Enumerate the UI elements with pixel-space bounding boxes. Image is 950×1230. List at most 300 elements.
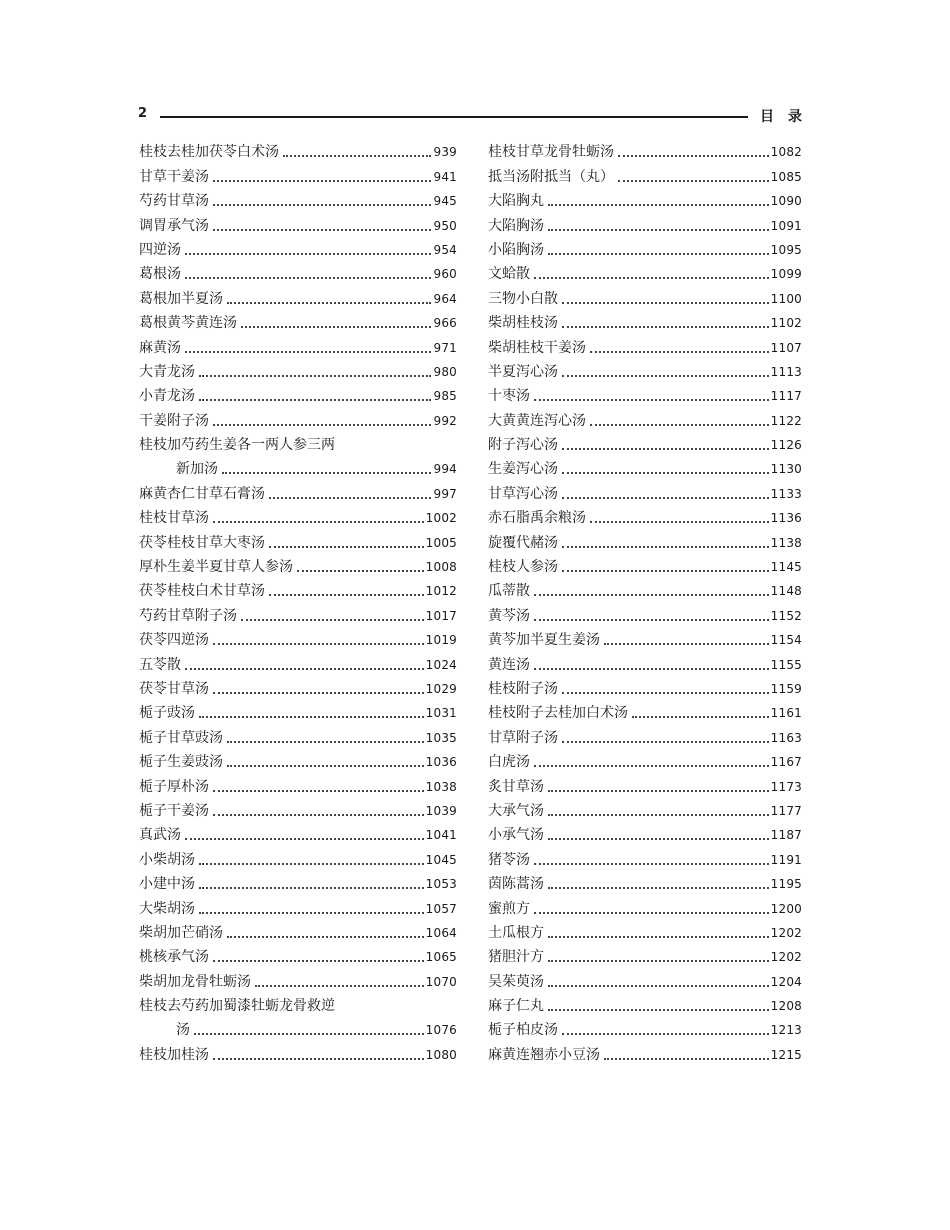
dot-leader	[604, 1058, 769, 1060]
toc-entry-page: 1138	[770, 535, 802, 550]
toc-entry-title: 四逆汤	[139, 241, 181, 258]
toc-entry-title: 土瓜根方	[488, 924, 544, 941]
dot-leader	[618, 155, 769, 157]
toc-entry-page: 1204	[770, 974, 802, 989]
toc-entry-page: 954	[433, 242, 457, 257]
dot-leader	[562, 326, 769, 328]
dot-leader	[199, 399, 431, 401]
toc-entry-title: 猪胆汁方	[488, 949, 544, 966]
toc-entry-page: 1099	[770, 267, 802, 282]
toc-entry	[139, 357, 457, 381]
toc-entry-title: 葛根汤	[139, 266, 181, 283]
toc-entry-title: 栀子厚朴汤	[139, 778, 209, 795]
toc-entry	[488, 235, 802, 259]
toc-entry	[139, 966, 457, 990]
toc-entry-page: 1167	[770, 755, 802, 770]
dot-leader	[604, 643, 769, 645]
toc-entry-page: 1161	[770, 706, 802, 721]
toc-entry-title: 新加汤	[176, 461, 218, 478]
toc-entry-page: 1090	[770, 194, 802, 209]
dot-leader	[213, 204, 431, 206]
toc-entry	[488, 454, 802, 478]
toc-entry-title: 茵陈蒿汤	[488, 876, 544, 893]
dot-leader	[548, 887, 769, 889]
toc-entry-page: 1024	[425, 657, 457, 672]
toc-entry-title: 麻黄连翘赤小豆汤	[488, 1046, 600, 1063]
toc-entry-title: 厚朴生姜半夏甘草人参汤	[139, 559, 293, 576]
dot-leader	[548, 814, 769, 816]
toc-entry-title: 桂枝加芍药生姜各一两人参三两	[139, 437, 335, 454]
toc-entry-page: 1117	[770, 389, 802, 404]
toc-entry	[139, 235, 457, 259]
toc-entry-page: 1136	[770, 511, 802, 526]
toc-entry	[139, 259, 457, 283]
toc-entry-page: 1191	[770, 852, 802, 867]
toc-entry	[139, 478, 457, 502]
toc-entry	[488, 186, 802, 210]
toc-entry-page: 1208	[770, 999, 802, 1014]
toc-entry-title: 柴胡加芒硝汤	[139, 924, 223, 941]
toc-entry-title: 柴胡桂枝干姜汤	[488, 339, 586, 356]
toc-entry-title: 茯苓桂枝白术甘草汤	[139, 583, 265, 600]
toc-entry	[139, 210, 457, 234]
toc-entry-page: 1154	[770, 633, 802, 648]
dot-leader	[185, 277, 431, 279]
dot-leader	[534, 863, 769, 865]
dot-leader	[199, 887, 424, 889]
dot-leader	[185, 351, 431, 353]
toc-entry-page: 1177	[770, 803, 802, 818]
toc-entry	[139, 991, 457, 1015]
toc-entry	[488, 918, 802, 942]
dot-leader	[590, 521, 769, 523]
toc-entry-page: 1045	[425, 852, 457, 867]
dot-leader	[213, 180, 431, 182]
toc-entry	[488, 600, 802, 624]
toc-entry-page: 1200	[770, 901, 802, 916]
toc-entry-page: 1102	[770, 316, 802, 331]
toc-entry-page: 1002	[425, 511, 457, 526]
toc-entry	[488, 161, 802, 185]
toc-left-column	[139, 137, 457, 1064]
toc-entry-title: 小青龙汤	[139, 388, 195, 405]
toc-entry-title: 蜜煎方	[488, 900, 530, 917]
dot-leader	[283, 155, 431, 157]
toc-entry	[139, 625, 457, 649]
toc-entry	[139, 454, 457, 478]
dot-leader	[590, 424, 769, 426]
toc-entry	[488, 796, 802, 820]
toc-entry	[139, 308, 457, 332]
page-number: 2	[138, 106, 148, 121]
toc-entry-page: 945	[433, 194, 457, 209]
toc-entry	[488, 527, 802, 551]
dot-leader	[213, 643, 424, 645]
toc-entry	[488, 1015, 802, 1039]
toc-entry-page: 1036	[425, 755, 457, 770]
toc-entry	[488, 893, 802, 917]
toc-entry	[139, 796, 457, 820]
toc-entry	[488, 1039, 802, 1063]
dot-leader	[562, 570, 769, 572]
toc-entry-title: 大陷胸汤	[488, 217, 544, 234]
dot-leader	[222, 472, 431, 474]
toc-entry-title: 桂枝附子去桂加白术汤	[488, 705, 628, 722]
toc-entry	[488, 210, 802, 234]
toc-entry	[488, 357, 802, 381]
toc-entry-title: 十枣汤	[488, 388, 530, 405]
toc-entry	[488, 430, 802, 454]
toc-entry-page: 1107	[770, 340, 802, 355]
toc-entry-title: 麻子仁丸	[488, 998, 544, 1015]
toc-entry-page: 1113	[770, 364, 802, 379]
toc-entry-title: 瓜蒂散	[488, 583, 530, 600]
toc-entry-page: 1019	[425, 633, 457, 648]
toc-entry	[139, 942, 457, 966]
dot-leader	[213, 1058, 424, 1060]
dot-leader	[269, 497, 431, 499]
toc-entry-page: 1202	[770, 950, 802, 965]
toc-entry	[139, 527, 457, 551]
dot-leader	[534, 399, 769, 401]
toc-entry-page: 1065	[425, 950, 457, 965]
toc-entry	[139, 186, 457, 210]
toc-entry-title: 调胃承气汤	[139, 217, 209, 234]
dot-leader	[194, 1033, 424, 1035]
toc-entry-page: 1163	[770, 730, 802, 745]
dot-leader	[562, 546, 769, 548]
toc-entry-title: 麻黄汤	[139, 339, 181, 356]
toc-entry-title: 栀子干姜汤	[139, 802, 209, 819]
toc-entry-page: 960	[433, 267, 457, 282]
toc-entry-title: 抵当汤附抵当（丸）	[488, 168, 614, 185]
dot-leader	[590, 351, 769, 353]
toc-entry	[488, 381, 802, 405]
toc-entry-page: 1031	[425, 706, 457, 721]
toc-entry-page: 1080	[425, 1047, 457, 1062]
dot-leader	[213, 424, 431, 426]
toc-entry-page: 1145	[770, 560, 802, 575]
toc-entry-title: 桃核承气汤	[139, 949, 209, 966]
dot-leader	[199, 375, 431, 377]
toc-entry-title: 旋覆代赭汤	[488, 534, 558, 551]
toc-entry	[139, 747, 457, 771]
toc-entry-page: 1159	[770, 681, 802, 696]
dot-leader	[632, 716, 769, 718]
toc-entry-title: 汤	[176, 1022, 190, 1039]
toc-entry-page: 1130	[770, 462, 802, 477]
toc-entry	[488, 991, 802, 1015]
toc-entry	[488, 259, 802, 283]
toc-entry	[488, 308, 802, 332]
toc-entry	[488, 552, 802, 576]
toc-entry-title: 葛根加半夏汤	[139, 290, 223, 307]
toc-entry-title: 栀子豉汤	[139, 705, 195, 722]
toc-entry-title: 三物小白散	[488, 290, 558, 307]
toc-entry-page: 1085	[770, 169, 802, 184]
running-header	[138, 106, 816, 126]
dot-leader	[199, 912, 424, 914]
toc-entry	[139, 405, 457, 429]
toc-entry	[139, 552, 457, 576]
dot-leader	[548, 960, 769, 962]
dot-leader	[534, 668, 769, 670]
toc-entry-title: 干姜附子汤	[139, 412, 209, 429]
toc-entry-page: 1126	[770, 438, 802, 453]
toc-entry-page: 1155	[770, 657, 802, 672]
toc-entry	[488, 966, 802, 990]
toc-entry	[488, 332, 802, 356]
toc-entry	[139, 698, 457, 722]
toc-right-column	[488, 137, 802, 1064]
dot-leader	[297, 570, 424, 572]
toc-entry	[139, 503, 457, 527]
toc-entry-title: 栀子甘草豉汤	[139, 729, 223, 746]
toc-entry-page: 1005	[425, 535, 457, 550]
dot-leader	[227, 302, 431, 304]
toc-entry-title: 吴茱萸汤	[488, 973, 544, 990]
dot-leader	[227, 741, 424, 743]
dot-leader	[534, 277, 769, 279]
toc-entry-page: 1041	[425, 828, 457, 843]
toc-entry-title: 真武汤	[139, 827, 181, 844]
toc-entry-page: 1133	[770, 486, 802, 501]
toc-entry	[488, 698, 802, 722]
dot-leader	[534, 765, 769, 767]
toc-entry	[139, 283, 457, 307]
toc-entry-page: 1082	[770, 145, 802, 160]
toc-entry-page: 1076	[425, 1023, 457, 1038]
toc-entry	[139, 430, 457, 454]
dot-leader	[185, 253, 431, 255]
dot-leader	[227, 765, 424, 767]
toc-entry-page: 1122	[770, 413, 802, 428]
toc-entry	[488, 771, 802, 795]
dot-leader	[213, 692, 424, 694]
dot-leader	[548, 936, 769, 938]
toc-entry-page: 1095	[770, 242, 802, 257]
toc-entry-title: 栀子生姜豉汤	[139, 754, 223, 771]
dot-leader	[618, 180, 769, 182]
toc-entry-title: 茯苓甘草汤	[139, 680, 209, 697]
dot-leader	[199, 716, 424, 718]
toc-entry-title: 大陷胸丸	[488, 193, 544, 210]
dot-leader	[562, 497, 769, 499]
dot-leader	[213, 814, 424, 816]
toc-entry-title: 甘草泻心汤	[488, 485, 558, 502]
toc-entry-title: 桂枝加桂汤	[139, 1046, 209, 1063]
toc-entry-title: 茯苓四逆汤	[139, 632, 209, 649]
toc-entry-page: 1213	[770, 1023, 802, 1038]
toc-entry	[139, 722, 457, 746]
dot-leader	[213, 521, 424, 523]
dot-leader	[213, 960, 424, 962]
toc-entry	[488, 820, 802, 844]
toc-entry-page: 1038	[425, 779, 457, 794]
toc-entry-page: 1187	[770, 828, 802, 843]
toc-entry-title: 桂枝甘草汤	[139, 510, 209, 527]
dot-leader	[548, 985, 769, 987]
dot-leader	[562, 692, 769, 694]
toc-entry-page: 1100	[770, 291, 802, 306]
toc-entry	[488, 844, 802, 868]
toc-entry-page: 1057	[425, 901, 457, 916]
dot-leader	[213, 229, 431, 231]
toc-entry-title: 大黄黄连泻心汤	[488, 412, 586, 429]
toc-entry-title: 文蛤散	[488, 266, 530, 283]
toc-entry-title: 黄芩汤	[488, 607, 530, 624]
toc-entry-page: 1017	[425, 608, 457, 623]
toc-entry-page: 1035	[425, 730, 457, 745]
dot-leader	[185, 838, 424, 840]
toc-entry	[139, 600, 457, 624]
dot-leader	[241, 326, 431, 328]
header-rule	[160, 116, 748, 118]
toc-entry	[488, 283, 802, 307]
toc-entry-page: 1148	[770, 584, 802, 599]
dot-leader	[269, 594, 424, 596]
toc-entry-title: 五苓散	[139, 656, 181, 673]
dot-leader	[534, 619, 769, 621]
toc-entry-title: 桂枝附子汤	[488, 680, 558, 697]
dot-leader	[548, 1009, 769, 1011]
toc-entry-page: 1064	[425, 925, 457, 940]
toc-entry	[139, 576, 457, 600]
toc-entry-title: 大柴胡汤	[139, 900, 195, 917]
toc-entry-title: 栀子柏皮汤	[488, 1022, 558, 1039]
toc-entry-title: 桂枝人参汤	[488, 559, 558, 576]
toc-entry-page: 1195	[770, 877, 802, 892]
toc-entry-title: 芍药甘草汤	[139, 193, 209, 210]
toc-entry	[488, 405, 802, 429]
toc-entry	[139, 771, 457, 795]
toc-entry	[139, 137, 457, 161]
toc-entry-page: 1029	[425, 681, 457, 696]
toc-entry-page: 941	[433, 169, 457, 184]
dot-leader	[548, 838, 769, 840]
dot-leader	[534, 912, 769, 914]
dot-leader	[213, 790, 424, 792]
dot-leader	[562, 375, 769, 377]
toc-entry	[139, 161, 457, 185]
toc-entry	[139, 381, 457, 405]
toc-entry-title: 白虎汤	[488, 754, 530, 771]
toc-entry-page: 966	[433, 316, 457, 331]
toc-entry	[488, 942, 802, 966]
toc-entry	[488, 674, 802, 698]
toc-entry-title: 半夏泻心汤	[488, 363, 558, 380]
toc-entry-title: 葛根黄芩黄连汤	[139, 315, 237, 332]
toc-entry	[488, 137, 802, 161]
toc-entry-title: 大承气汤	[488, 802, 544, 819]
toc-entry-page: 1070	[425, 974, 457, 989]
toc-entry-title: 麻黄杏仁甘草石膏汤	[139, 485, 265, 502]
toc-entry-page: 997	[433, 486, 457, 501]
toc-entry-page: 1152	[770, 608, 802, 623]
toc-entry	[488, 649, 802, 673]
toc-entry-page: 1012	[425, 584, 457, 599]
toc-entry-page: 1053	[425, 877, 457, 892]
toc-entry-page: 1039	[425, 803, 457, 818]
dot-leader	[562, 302, 769, 304]
toc-entry-title: 黄芩加半夏生姜汤	[488, 632, 600, 649]
toc-entry-title: 桂枝去桂加茯苓白术汤	[139, 144, 279, 161]
toc-entry-title: 大青龙汤	[139, 363, 195, 380]
toc-entry	[488, 747, 802, 771]
toc-entry-title: 附子泻心汤	[488, 437, 558, 454]
dot-leader	[241, 619, 424, 621]
toc-entry-title: 猪苓汤	[488, 851, 530, 868]
toc-entry-title: 生姜泻心汤	[488, 461, 558, 478]
toc-entry-title: 炙甘草汤	[488, 778, 544, 795]
toc-entry	[139, 1039, 457, 1063]
toc-entry	[139, 820, 457, 844]
dot-leader	[227, 936, 424, 938]
dot-leader	[548, 790, 769, 792]
dot-leader	[255, 985, 424, 987]
toc-entry-page: 980	[433, 364, 457, 379]
toc-entry	[488, 503, 802, 527]
toc-entry-page: 1091	[770, 218, 802, 233]
toc-entry-title: 柴胡桂枝汤	[488, 315, 558, 332]
toc-entry-page: 971	[433, 340, 457, 355]
toc-entry-title: 柴胡加龙骨牡蛎汤	[139, 973, 251, 990]
toc-entry-page: 950	[433, 218, 457, 233]
toc-entry-page: 1215	[770, 1047, 802, 1062]
toc-entry	[488, 625, 802, 649]
dot-leader	[548, 204, 769, 206]
toc-entry	[488, 478, 802, 502]
toc-entry-title: 小陷胸汤	[488, 241, 544, 258]
toc-entry	[139, 844, 457, 868]
toc-entry-title: 甘草附子汤	[488, 729, 558, 746]
toc-entry	[139, 1015, 457, 1039]
toc-entry-title: 芍药甘草附子汤	[139, 607, 237, 624]
dot-leader	[185, 668, 424, 670]
dot-leader	[562, 1033, 769, 1035]
toc-entry-title: 黄连汤	[488, 656, 530, 673]
toc-entry-title: 小柴胡汤	[139, 851, 195, 868]
toc-entry-page: 985	[433, 389, 457, 404]
toc-entry-page: 939	[433, 145, 457, 160]
toc-entry	[139, 893, 457, 917]
toc-entry-page: 994	[433, 462, 457, 477]
toc-entry-title: 茯苓桂枝甘草大枣汤	[139, 534, 265, 551]
toc-entry-title: 桂枝去芍药加蜀漆牡蛎龙骨救逆	[139, 998, 335, 1015]
toc-entry-page: 1008	[425, 560, 457, 575]
toc-entry-page: 992	[433, 413, 457, 428]
toc-entry-title: 小建中汤	[139, 876, 195, 893]
toc-entry	[139, 332, 457, 356]
toc-entry-title: 甘草干姜汤	[139, 168, 209, 185]
dot-leader	[562, 448, 769, 450]
dot-leader	[548, 253, 769, 255]
toc-entry-title: 赤石脂禹余粮汤	[488, 510, 586, 527]
toc-entry-page: 964	[433, 291, 457, 306]
toc-entry-page: 1202	[770, 925, 802, 940]
toc-entry-title: 小承气汤	[488, 827, 544, 844]
dot-leader	[548, 229, 769, 231]
toc-entry-page: 1173	[770, 779, 802, 794]
toc-entry	[139, 918, 457, 942]
dot-leader	[199, 863, 424, 865]
toc-entry	[139, 649, 457, 673]
toc-entry	[139, 674, 457, 698]
toc-entry	[488, 722, 802, 746]
toc-entry	[139, 869, 457, 893]
toc-entry-title: 桂枝甘草龙骨牡蛎汤	[488, 144, 614, 161]
dot-leader	[534, 594, 769, 596]
